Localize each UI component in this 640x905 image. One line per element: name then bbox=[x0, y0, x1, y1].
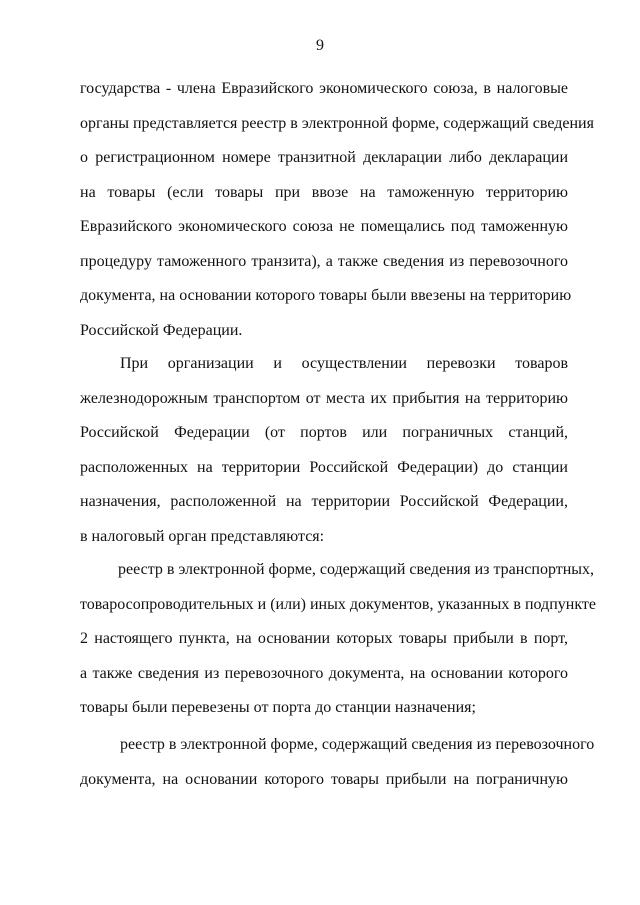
text-line: Российской Федерации (от портов или пограничных станций, bbox=[80, 424, 568, 441]
text-line: назначения, расположенной на территории Российской Федерации, bbox=[80, 493, 568, 510]
text-line: государства - члена Евразийского экономического союза, в налоговые bbox=[80, 80, 568, 97]
text-line: на товары (если товары при ввозе на таможенную территорию bbox=[80, 183, 568, 201]
text-line: железнодорожным транспортом от места их прибытия на территорию bbox=[80, 389, 568, 407]
paragraph-railway-transport bbox=[80, 347, 568, 554]
text-line: органы представляется реестр в электронной форме, содержащий сведения bbox=[80, 114, 594, 132]
text-line: процедуру таможенного транзита), а также сведения из перевозочного bbox=[80, 252, 568, 270]
paragraph-registry-border bbox=[80, 728, 595, 797]
text-line: Евразийского экономического союза не помещались под таможенную bbox=[80, 218, 568, 235]
text-line: документа, на основании которого товары были ввезены на территорию bbox=[80, 287, 572, 304]
text-line: реестр в электронной форме, содержащий сведения из перевозочного bbox=[120, 736, 595, 753]
text-line: а также сведения из перевозочного документа, на основании которого bbox=[80, 664, 568, 682]
text-line: товаросопроводительных и (или) иных документов, указанных в подпункте bbox=[80, 595, 596, 613]
text-line: Российской Федерации. bbox=[80, 321, 243, 339]
text-line: документа, на основании которого товары прибыли на пограничную bbox=[80, 770, 568, 788]
text-line: в налоговый орган представляются: bbox=[80, 527, 325, 545]
text-line: расположенных на территории Российской Федерации) до станции bbox=[80, 458, 568, 476]
page-number: 9 bbox=[316, 37, 324, 54]
paragraph-registry-ports bbox=[80, 553, 596, 726]
text-line: товары были перевезены от порта до станции назначения; bbox=[80, 699, 476, 716]
text-line: реестр в электронной форме, содержащий сведения из транспортных, bbox=[118, 561, 595, 578]
text-line: При организации и осуществлении перевозки товаров bbox=[120, 355, 568, 372]
text-line: о регистрационном номере транзитной декларации либо декларации bbox=[80, 149, 568, 166]
paragraph-continuation bbox=[80, 72, 594, 348]
text-line: 2 настоящего пункта, на основании которых товары прибыли в порт, bbox=[80, 630, 568, 647]
